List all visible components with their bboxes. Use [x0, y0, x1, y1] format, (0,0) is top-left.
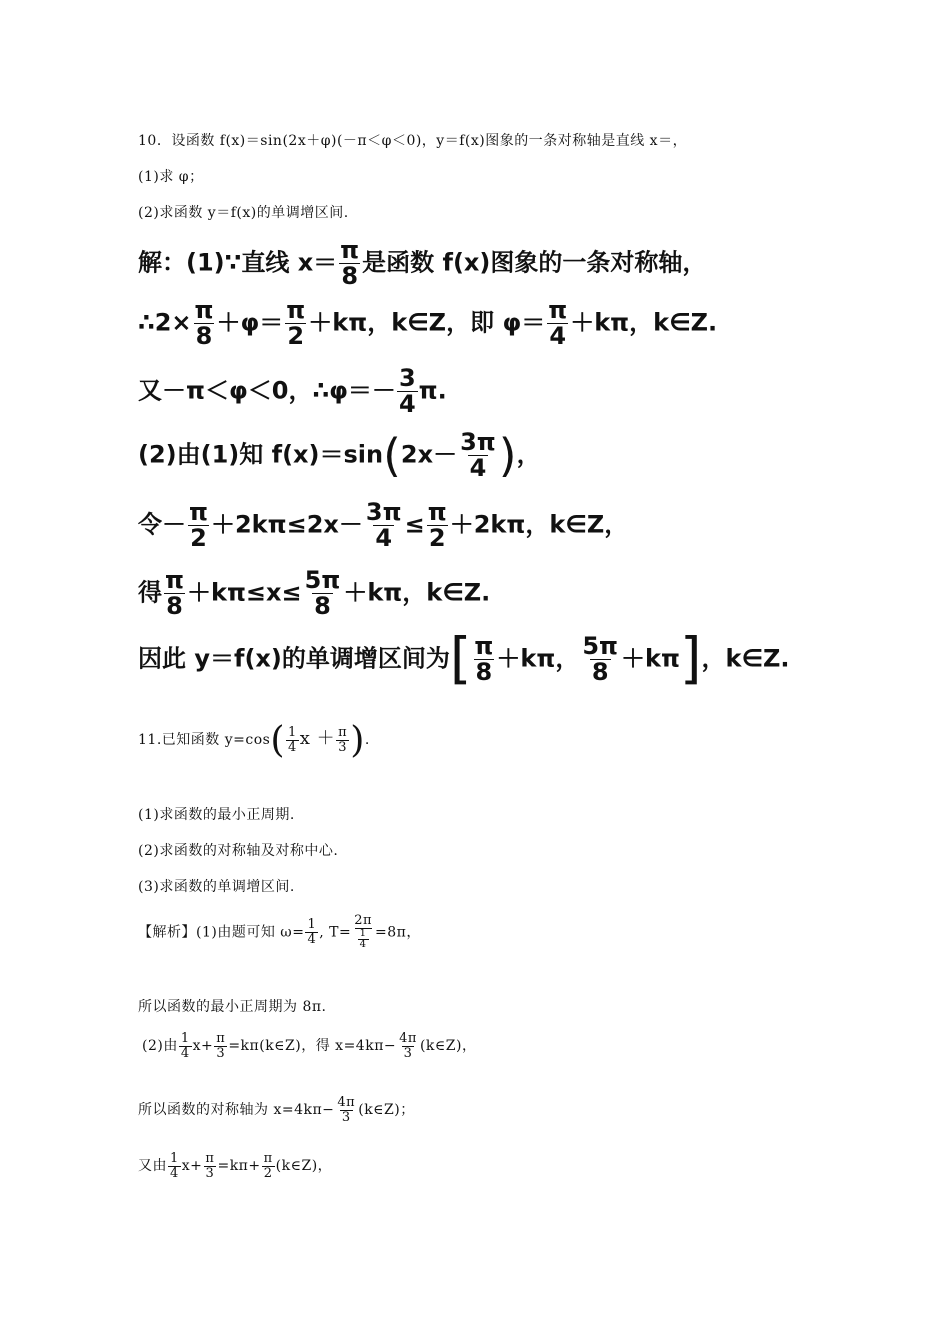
sol10-line7: 因此 y＝f(x)的单调增区间为[ $\frac{\pi}{8}$ ＋kπ， $\frac{5\pi}{8}$ ＋kπ]，k∈Z. — [138, 627, 790, 691]
sol11-line4: 所以函数的对称轴为 x=4kπ− $\frac{4\pi}{3}$ (k∈Z)； — [138, 1095, 415, 1125]
fraction: $\frac{5\pi}{8}$ — [582, 631, 619, 687]
fraction: $\frac{4\pi}{3}$ — [399, 1031, 417, 1061]
fraction: $\frac{1}{4}$ — [288, 725, 297, 755]
fraction: $\frac{1}{4}$ — [180, 1031, 190, 1061]
fraction: $\frac{\pi}{2}$ — [263, 1151, 273, 1181]
fraction: $\frac{3\pi}{4}$ — [365, 498, 402, 553]
sol10-line4: (2)由(1)知 f(x)＝sin(2x－ $\frac{3\pi}{4}$ )， — [138, 428, 541, 483]
q10-part2: (2)求函数 y＝f(x)的单调增区间. — [138, 205, 349, 221]
sol11-line5: 又由 $\frac{1}{4}$ x+ $\frac{\pi}{3}$ =kπ+ $\frac{\pi}{2}$ (k∈Z)， — [138, 1151, 333, 1181]
q10-part1: (1)求 φ； — [138, 169, 204, 185]
fraction: $\frac{\pi}{2}$ — [427, 498, 447, 553]
fraction: $\frac{\pi}{2}$ — [286, 296, 306, 351]
fraction: $\frac{\pi}{3}$ — [338, 725, 348, 755]
sol10-line1: 解：(1)∵直线 x＝ $\frac{\pi}{8}$ 是函数 f(x)图象的一条对称轴， — [138, 236, 707, 291]
fraction: $\frac{\pi}{3}$ — [216, 1031, 226, 1061]
sol10-line3: 又－π＜φ＜0，∴φ＝－ $\frac{3}{4}$ π. — [138, 364, 447, 419]
q10-stem: 10．设函数 f(x)＝sin(2x＋φ)(－π＜φ＜0)，y＝f(x)图象的一条对称轴是直线 x＝， — [138, 133, 688, 149]
fraction: $\frac{\pi}{4}$ — [548, 296, 568, 351]
fraction: $\frac{\pi}{8}$ — [194, 296, 214, 351]
fraction: $\frac{3\pi}{4}$ — [460, 428, 496, 483]
q11-part3: (3)求函数的单调增区间. — [138, 879, 295, 895]
sol10-line5: 令－ $\frac{\pi}{2}$ ＋2kπ≤2x－ $\frac{3\pi}{4}$ ≤ $\frac{\pi}{2}$ ＋2kπ，k∈Z， — [138, 498, 629, 553]
fraction: $\frac{3}{4}$ — [398, 364, 416, 419]
fraction: $\frac{\pi}{8}$ — [474, 631, 494, 687]
fraction: $\frac{\pi}{8}$ — [340, 236, 360, 291]
fraction: $\frac{4\pi}{3}$ — [337, 1095, 356, 1125]
q11-stem: 11.已知函数 y=cos( $\frac{1}{4}$ x ＋ $\frac{\pi}{3}$ ). — [138, 718, 370, 761]
fraction: $\frac{1}{4}$ — [170, 1151, 179, 1181]
fraction: $\frac{\pi}{3}$ — [205, 1151, 215, 1181]
sol10-line2: ∴2× $\frac{\pi}{8}$ ＋φ＝ $\frac{\pi}{2}$ ＋kπ，k∈Z，即 φ＝ $\frac{\pi}{4}$ ＋kπ，k∈Z. — [138, 296, 718, 351]
fraction: $\frac{1}{4}$ — [307, 917, 317, 947]
q11-part1: (1)求函数的最小正周期. — [138, 807, 295, 823]
fraction: $\frac{\pi}{2}$ — [189, 498, 208, 553]
fraction: $\frac{1}{4}$ — [359, 927, 367, 951]
sol10-line6: 得 $\frac{\pi}{8}$ ＋kπ≤x≤ $\frac{5\pi}{8}$ ＋kπ，k∈Z. — [138, 566, 491, 621]
q11-part2: (2)求函数的对称轴及对称中心. — [138, 843, 339, 859]
fraction: $\frac{2\pi}{\frac{1}{4}}$ — [354, 913, 373, 951]
sol11-line1: 【解析】(1)由题可知 ω= $\frac{1}{4}$ , T= $\frac{2\pi}{\frac{1}{4}}$ =8π， — [138, 913, 421, 951]
sol11-line3: (2)由 $\frac{1}{4}$ x+ $\frac{\pi}{3}$ =kπ(k∈Z)，得 x=4kπ− $\frac{4\pi}{3}$ (k∈Z)， — [142, 1031, 477, 1061]
sol11-line2: 所以函数的最小正周期为 8π. — [138, 999, 327, 1015]
fraction: $\frac{\pi}{8}$ — [165, 566, 184, 621]
fraction: $\frac{5\pi}{8}$ — [304, 566, 341, 621]
